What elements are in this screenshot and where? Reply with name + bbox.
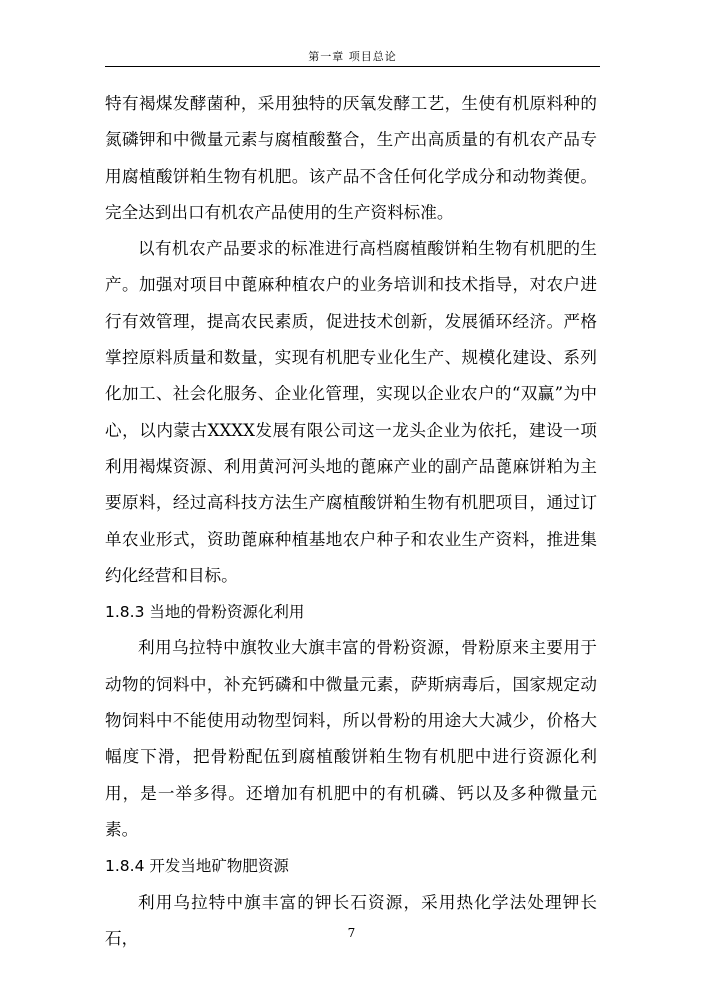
paragraph-bone-meal: 利用乌拉特中旗牧业大旗丰富的骨粉资源，骨粉原来主要用于动物的饲料中，补充钙磷和中微量元素，萨斯病毒后，国家规定动物饲料中不能使用动物型饲料，所以骨粉的用途大大减少，价格大幅度下滑，把骨粉配伍到腐植酸饼粕生物有机肥中进行资源化利用，是一举多得。还增加有机肥中的有机磷、钙以及多种微量元素。 (105, 638, 597, 839)
body-text (105, 86, 597, 957)
header-rule (105, 66, 600, 67)
paragraph-production-standard: 以有机农产品要求的标准进行高档腐植酸饼粕生物有机肥的生产。加强对项目中蓖麻种植农户的业务培训和技术指导，对农户进行有效管理，提高农民素质，促进技术创新，发展循环经济。严格掌控原料质量和数量，实现有机肥专业化生产、规模化建设、系列化加工、社会化服务、企业化管理，实现以企业农户的“双赢”为中心，以内蒙古XXXX发展有限公司这一龙头企业为依托，建设一项利用褐煤资源、利用黄河河头地的蓖麻产业的副产品蓖麻饼粕为主要原料，经过高科技方法生产腐植酸饼粕生物有机肥项目，通过订单农业形式，资助蓖麻种植基地农户种子和农业生产资料，推进集约化经营和目标。 (105, 239, 597, 585)
paragraph-potassium-feldspar: 利用乌拉特中旗丰富的钾长石资源，采用热化学法处理钾长石， (105, 892, 597, 948)
section-heading-1-8-3: 1.8.3 当地的骨粉资源化利用 (105, 603, 305, 622)
section-heading-1-8-4: 1.8.4 开发当地矿物肥资源 (105, 857, 289, 876)
running-header: 第一章 项目总论 (308, 50, 397, 63)
paragraph-fertilizer-process: 特有褐煤发酵菌种，采用独特的厌氧发酵工艺，生使有机原料种的氮磷钾和中微量元素与腐植酸螯合，生产出高质量的有机农产品专用腐植酸饼粕生物有机肥。该产品不含任何化学成分和动物粪便。完全达到出口有机农产品使用的生产资料标准。 (105, 94, 597, 222)
page-number: 7 (347, 926, 356, 940)
